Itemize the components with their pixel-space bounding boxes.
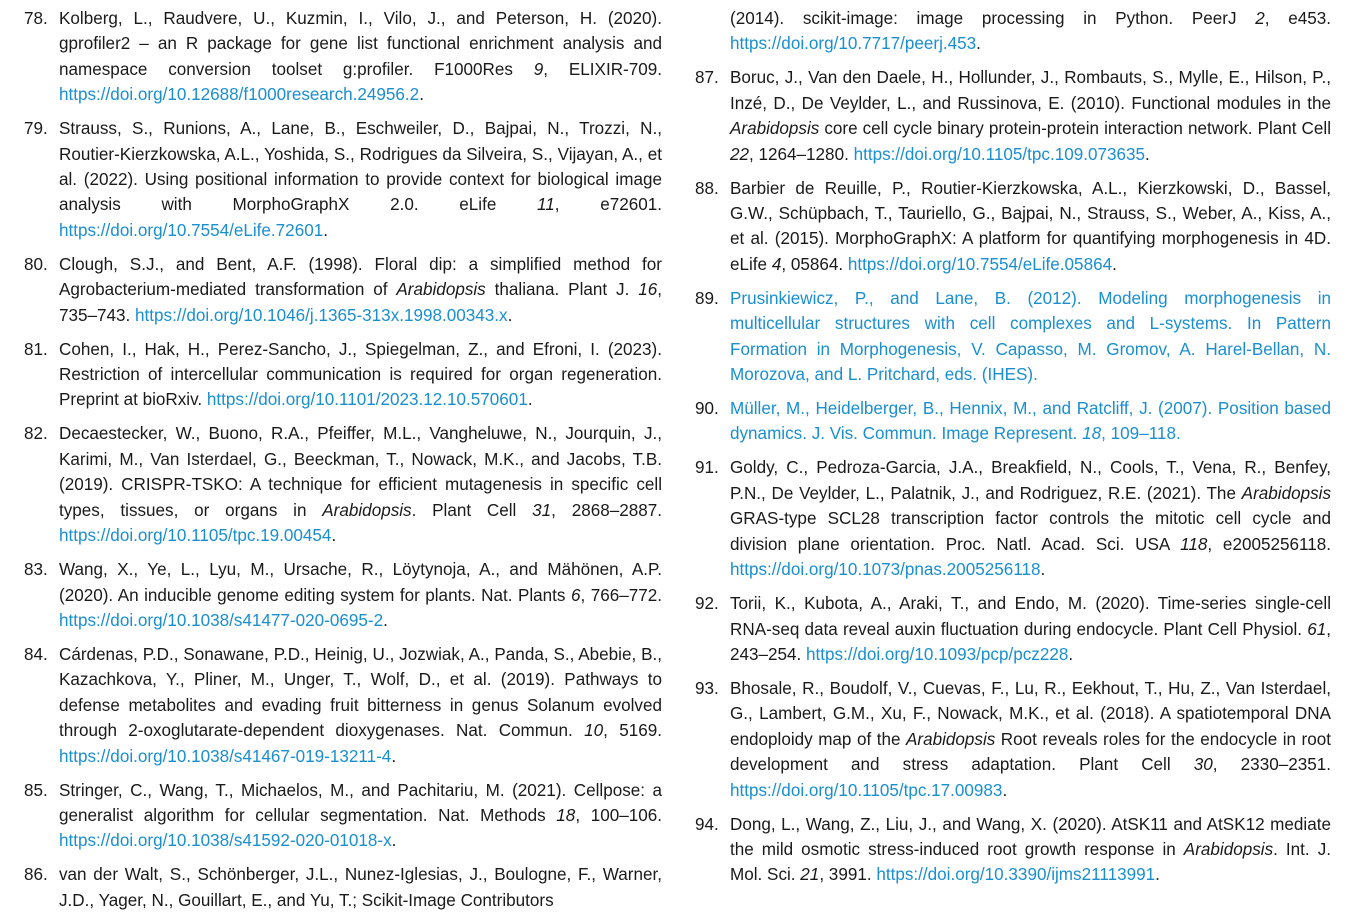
citation-text: . — [1155, 865, 1160, 885]
citation-text: Wang, X., Ye, L., Lyu, M., Ursache, R., Löytynoja, A., and Mähönen, A.P. (2020). An inducible genome editing system for plants. Nat. Plants — [59, 560, 662, 605]
italic-text: Arabidopsis — [1183, 839, 1274, 859]
citation-text: , 05864. — [781, 254, 848, 274]
citation-text: , 2330–2351. — [1212, 755, 1331, 775]
citation-text: . — [391, 746, 397, 766]
citation-text: Müller, M., Heidelberger, B., Hennix, M., and Ratcliff, J. (2007). Position based dynamics. J. Vis. Commun. Image Represent. — [730, 399, 1331, 444]
reference-text — [59, 337, 662, 413]
reference-entry — [695, 812, 1331, 888]
citation-text: . — [507, 305, 513, 325]
italic-text: Arabidopsis — [396, 280, 486, 300]
citation-text: Kolberg, L., Raudvere, U., Kuzmin, I., Vilo, J., and Peterson, H. (2020). gprofiler2 – an R package for gene list functional enrichment analysis and namespace conversion toolset g:profiler. F1000Res — [59, 9, 662, 79]
reference-entry — [24, 862, 662, 913]
reference-text[interactable] — [730, 396, 1331, 447]
citation-text: Dong, L., Wang, Z., Liu, J., and Wang, X. (2020). AtSK11 and AtSK12 mediate the mild osmotic stress-induced root growth response in — [730, 814, 1331, 859]
italic-text: Arabidopsis — [1241, 483, 1331, 503]
doi-link[interactable]: https://doi.org/10.7554/eLife.72601 — [59, 220, 324, 240]
italic-text: 18 — [556, 805, 576, 825]
reference-text — [730, 455, 1331, 582]
italic-text: 10 — [584, 721, 604, 741]
citation-text: , 2868–2887. — [551, 500, 663, 520]
reference-number: 92. — [695, 594, 719, 614]
reference-entry — [24, 116, 662, 243]
italic-text: 11 — [537, 195, 555, 215]
citation-text: core cell cycle binary protein-protein interaction network. Plant Cell — [819, 119, 1331, 139]
italic-text: 4 — [771, 254, 782, 274]
citation-text: Decaestecker, W., Buono, R.A., Pfeiffer, M.L., Vangheluwe, N., Jourquin, J., Karimi, M., Van Isterdael, G., Beeckman, T., Nowack, M.K., and Jacobs, T.B. (2019). CRISPR-TSKO: A technique for efficient mutagenesis in specific cell types, tissues, or organs in — [59, 424, 662, 520]
reference-entry — [24, 6, 662, 108]
reference-text — [59, 421, 662, 548]
reference-number: 93. — [695, 678, 719, 698]
reference-text — [59, 252, 662, 328]
citation-text: , e2005256118. — [1207, 534, 1331, 554]
reference-text — [730, 176, 1331, 278]
reference-entry — [695, 396, 1331, 447]
doi-link[interactable]: https://doi.org/10.1073/pnas.2005256118 — [730, 560, 1041, 580]
citation-text: . — [527, 390, 533, 410]
italic-text: 21 — [800, 865, 820, 885]
reference-number: 81. — [24, 339, 48, 359]
citation-text: , 5169. — [603, 721, 662, 741]
reference-entry — [695, 65, 1331, 167]
italic-text: 2 — [1255, 9, 1265, 28]
reference-text — [730, 6, 1331, 57]
reference-text — [59, 116, 662, 243]
doi-link[interactable]: https://doi.org/10.1038/s41467-019-13211-4 — [59, 746, 392, 766]
reference-text — [59, 557, 662, 633]
doi-link[interactable]: https://doi.org/10.12688/f1000research.24956.2 — [59, 85, 420, 105]
reference-number: 85. — [24, 780, 48, 800]
reference-number: 82. — [24, 424, 48, 444]
citation-text: Stringer, C., Wang, T., Michaelos, M., and Pachitariu, M. (2021). Cellpose: a generalist algorithm for cellular segmentation. Nat. Methods — [59, 780, 662, 825]
citation-text: . — [391, 831, 397, 851]
right-column — [695, 6, 1331, 896]
reference-entry — [695, 676, 1331, 803]
citation-text: , e72601. — [554, 195, 662, 215]
italic-text: 31 — [532, 500, 552, 520]
citation-text: Cohen, I., Hak, H., Perez-Sancho, J., Spiegelman, Z., and Efroni, I. (2023). Restriction of intercellular communication is required for organ regeneration. Preprint at bioRxiv. — [59, 339, 662, 410]
reference-entry — [24, 642, 662, 769]
citation-text: Boruc, J., Van den Daele, H., Hollunder, J., Rombauts, S., Mylle, E., Hilson, P., Inzé, D., De Veylder, L., and Russinova, E. (2010). Functional modules in the — [730, 68, 1331, 113]
citation-text: . Plant Cell — [411, 500, 533, 520]
citation-text: . — [1002, 780, 1008, 800]
reference-text — [59, 862, 662, 913]
citation-text: . — [1068, 644, 1074, 664]
citation-text: Bhosale, R., Boudolf, V., Cuevas, F., Lu, R., Eekhout, T., Hu, Z., Van Isterdael, G., Lambert, G.M., Xu, F., Nowack, M.K., et al. (2018). A spatiotemporal DNA endoploidy map of the — [730, 678, 1331, 749]
reference-text — [730, 65, 1331, 167]
citation-text: Prusinkiewicz, P., and Lane, B. (2012). Modeling morphogenesis in multicellular structures with cell complexes and L-systems. In Pattern Formation in Morphogenesis, V. Capasso, M. Gromov, A. Harel-Bellan, N. Morozova, and L. Pritchard, eds. (IHES). — [730, 288, 1331, 385]
citation-text: van der Walt, S., Schönberger, J.L., Nunez-Iglesias, J., Boulogne, F., Warner, J.D., Yager, N., Gouillart, E., and Yu, T.; Scikit-Image Contributors — [59, 865, 662, 910]
reference-number: 88. — [695, 178, 719, 198]
citation-text: Goldy, C., Pedroza-Garcia, J.A., Breakfield, N., Cools, T., Vena, R., Benfey, P.N., De Veylder, L., Palatnik, J., and Rodriguez, R.E. (2021). The — [730, 458, 1331, 503]
italic-text: 22 — [730, 144, 750, 164]
italic-text: Arabidopsis — [322, 500, 412, 520]
reference-text — [59, 6, 662, 108]
italic-text: 61 — [1307, 619, 1327, 639]
italic-text: 118 — [1180, 534, 1208, 554]
reference-entry — [695, 176, 1331, 278]
italic-text: 16 — [638, 280, 658, 300]
reference-text — [730, 812, 1331, 888]
reference-number: 87. — [695, 68, 719, 88]
citation-text: , 1264–1280. — [749, 144, 854, 164]
reference-number: 83. — [24, 560, 48, 580]
citation-text: thaliana. Plant J. — [485, 280, 639, 300]
reference-entry — [24, 421, 662, 548]
citation-text: . — [383, 610, 388, 630]
doi-link[interactable]: https://doi.org/10.7717/peerj.453 — [730, 34, 977, 54]
doi-link[interactable]: https://doi.org/10.1105/tpc.109.073635 — [853, 144, 1146, 164]
citation-text: . — [331, 526, 337, 546]
doi-link[interactable]: https://doi.org/10.1105/tpc.19.00454 — [59, 526, 332, 546]
citation-text: GRAS-type SCL28 transcription factor controls the mitotic cell cycle and division plane orientation. Proc. Natl. Acad. Sci. USA — [730, 509, 1331, 554]
reference-entry — [695, 6, 1331, 57]
italic-text: 9 — [533, 59, 544, 79]
citation-text: , 766–772. — [580, 585, 663, 605]
reference-text — [59, 778, 662, 854]
citation-text: . — [976, 34, 981, 54]
reference-number — [695, 6, 730, 57]
reference-text[interactable] — [730, 286, 1331, 388]
citation-text: . Int. J. Mol. Sci. — [730, 839, 1331, 885]
citation-text: Torii, K., Kubota, A., Araki, T., and Endo, M. (2020). Time-series single-cell RNA-seq data reveal auxin fluctuation during endocycle. Plant Cell Physiol. — [730, 594, 1331, 639]
citation-text: Barbier de Reuille, P., Routier-Kierzkowska, A.L., Kierzkowski, D., Bassel, G.W., Schüpbach, T., Tauriello, G., Bajpai, N., Strauss, S., Weber, A., Kiss, A., et al. (2015). MorphoGraphX: A platform for quantifying morphogenesis in 4D. eLife — [730, 178, 1331, 274]
doi-link[interactable]: https://doi.org/10.3390/ijms21113991 — [876, 865, 1156, 885]
citation-text: (2014). scikit-image: image processing in Python. PeerJ — [730, 9, 1256, 28]
reference-entry — [24, 557, 662, 633]
citation-text: , 243–254. — [730, 619, 1331, 664]
citation-text: . — [1145, 144, 1150, 164]
reference-number: 80. — [24, 254, 48, 274]
reference-entry — [695, 591, 1331, 667]
reference-number: 91. — [695, 458, 719, 478]
doi-link[interactable]: https://doi.org/10.7554/eLife.05864 — [847, 254, 1113, 274]
citation-text: , 100–106. — [575, 805, 662, 825]
citation-text: Strauss, S., Runions, A., Lane, B., Eschweiler, D., Bajpai, N., Trozzi, N., Routier-Kierzkowska, A.L., Yoshida, S., Rodrigues da Silveira, S., Vijayan, A., et al. (2022). Using positional information to provide context for biological image analysis with MorphoGraphX 2.0. eLife — [59, 119, 662, 215]
reference-text — [730, 591, 1331, 667]
reference-number: 78. — [24, 9, 48, 28]
citation-text: . — [1112, 254, 1117, 274]
reference-entry — [695, 286, 1331, 388]
doi-link[interactable]: https://doi.org/10.1093/pcp/pcz228 — [806, 644, 1069, 664]
doi-link[interactable]: https://doi.org/10.1101/2023.12.10.570601 — [206, 390, 528, 410]
citation-text: , e453. — [1264, 9, 1331, 28]
doi-link[interactable]: https://doi.org/10.1038/s41592-020-01018-x — [59, 831, 392, 851]
citation-text: Root reveals roles for the endocycle in root development and stress adaptation. Plant Cell — [730, 729, 1331, 775]
reference-entry — [24, 252, 662, 328]
citation-text: . — [419, 85, 424, 105]
citation-text: . — [323, 220, 328, 240]
citation-text: , 109–118. — [1101, 424, 1181, 444]
italic-text: 18 — [1082, 424, 1102, 444]
reference-number: 79. — [24, 119, 48, 139]
citation-text: . — [1040, 560, 1046, 580]
italic-text: Arabidopsis — [905, 729, 996, 749]
doi-link[interactable]: https://doi.org/10.1038/s41477-020-0695-2 — [59, 610, 384, 630]
reference-text — [730, 676, 1331, 803]
reference-number: 89. — [695, 288, 719, 308]
citation-text: , ELIXIR-709. — [543, 59, 662, 79]
doi-link[interactable]: https://doi.org/10.1105/tpc.17.00983 — [730, 780, 1003, 800]
reference-entry — [24, 337, 662, 413]
citation-text: , 3991. — [819, 865, 877, 885]
reference-number: 84. — [24, 644, 48, 664]
citation-text: Clough, S.J., and Bent, A.F. (1998). Floral dip: a simplified method for Agrobacterium-mediated transformation of — [59, 254, 662, 300]
italic-text: 30 — [1193, 755, 1213, 775]
reference-number: 94. — [695, 814, 719, 834]
doi-link[interactable]: https://doi.org/10.1046/j.1365-313x.1998.00343.x — [135, 305, 508, 325]
reference-number: 86. — [24, 865, 48, 885]
citation-text: , 735–743. — [59, 280, 662, 325]
reference-number: 90. — [695, 399, 719, 419]
italic-text: 6 — [570, 585, 581, 605]
reference-text — [59, 642, 662, 769]
reference-entry — [24, 778, 662, 854]
citation-text: Cárdenas, P.D., Sonawane, P.D., Heinig, U., Jozwiak, A., Panda, S., Abebie, B., Kazachkova, Y., Pliner, M., Unger, T., Wolf, D., et al. (2019). Pathways to defense metabolites and evading fruit bitterness in genus Solanum evolved through 2-oxoglutarate-dependent dioxygenases. Nat. Commun. — [59, 644, 662, 741]
reference-entry — [695, 455, 1331, 582]
left-column — [24, 6, 662, 922]
italic-text: Arabidopsis — [730, 119, 820, 139]
